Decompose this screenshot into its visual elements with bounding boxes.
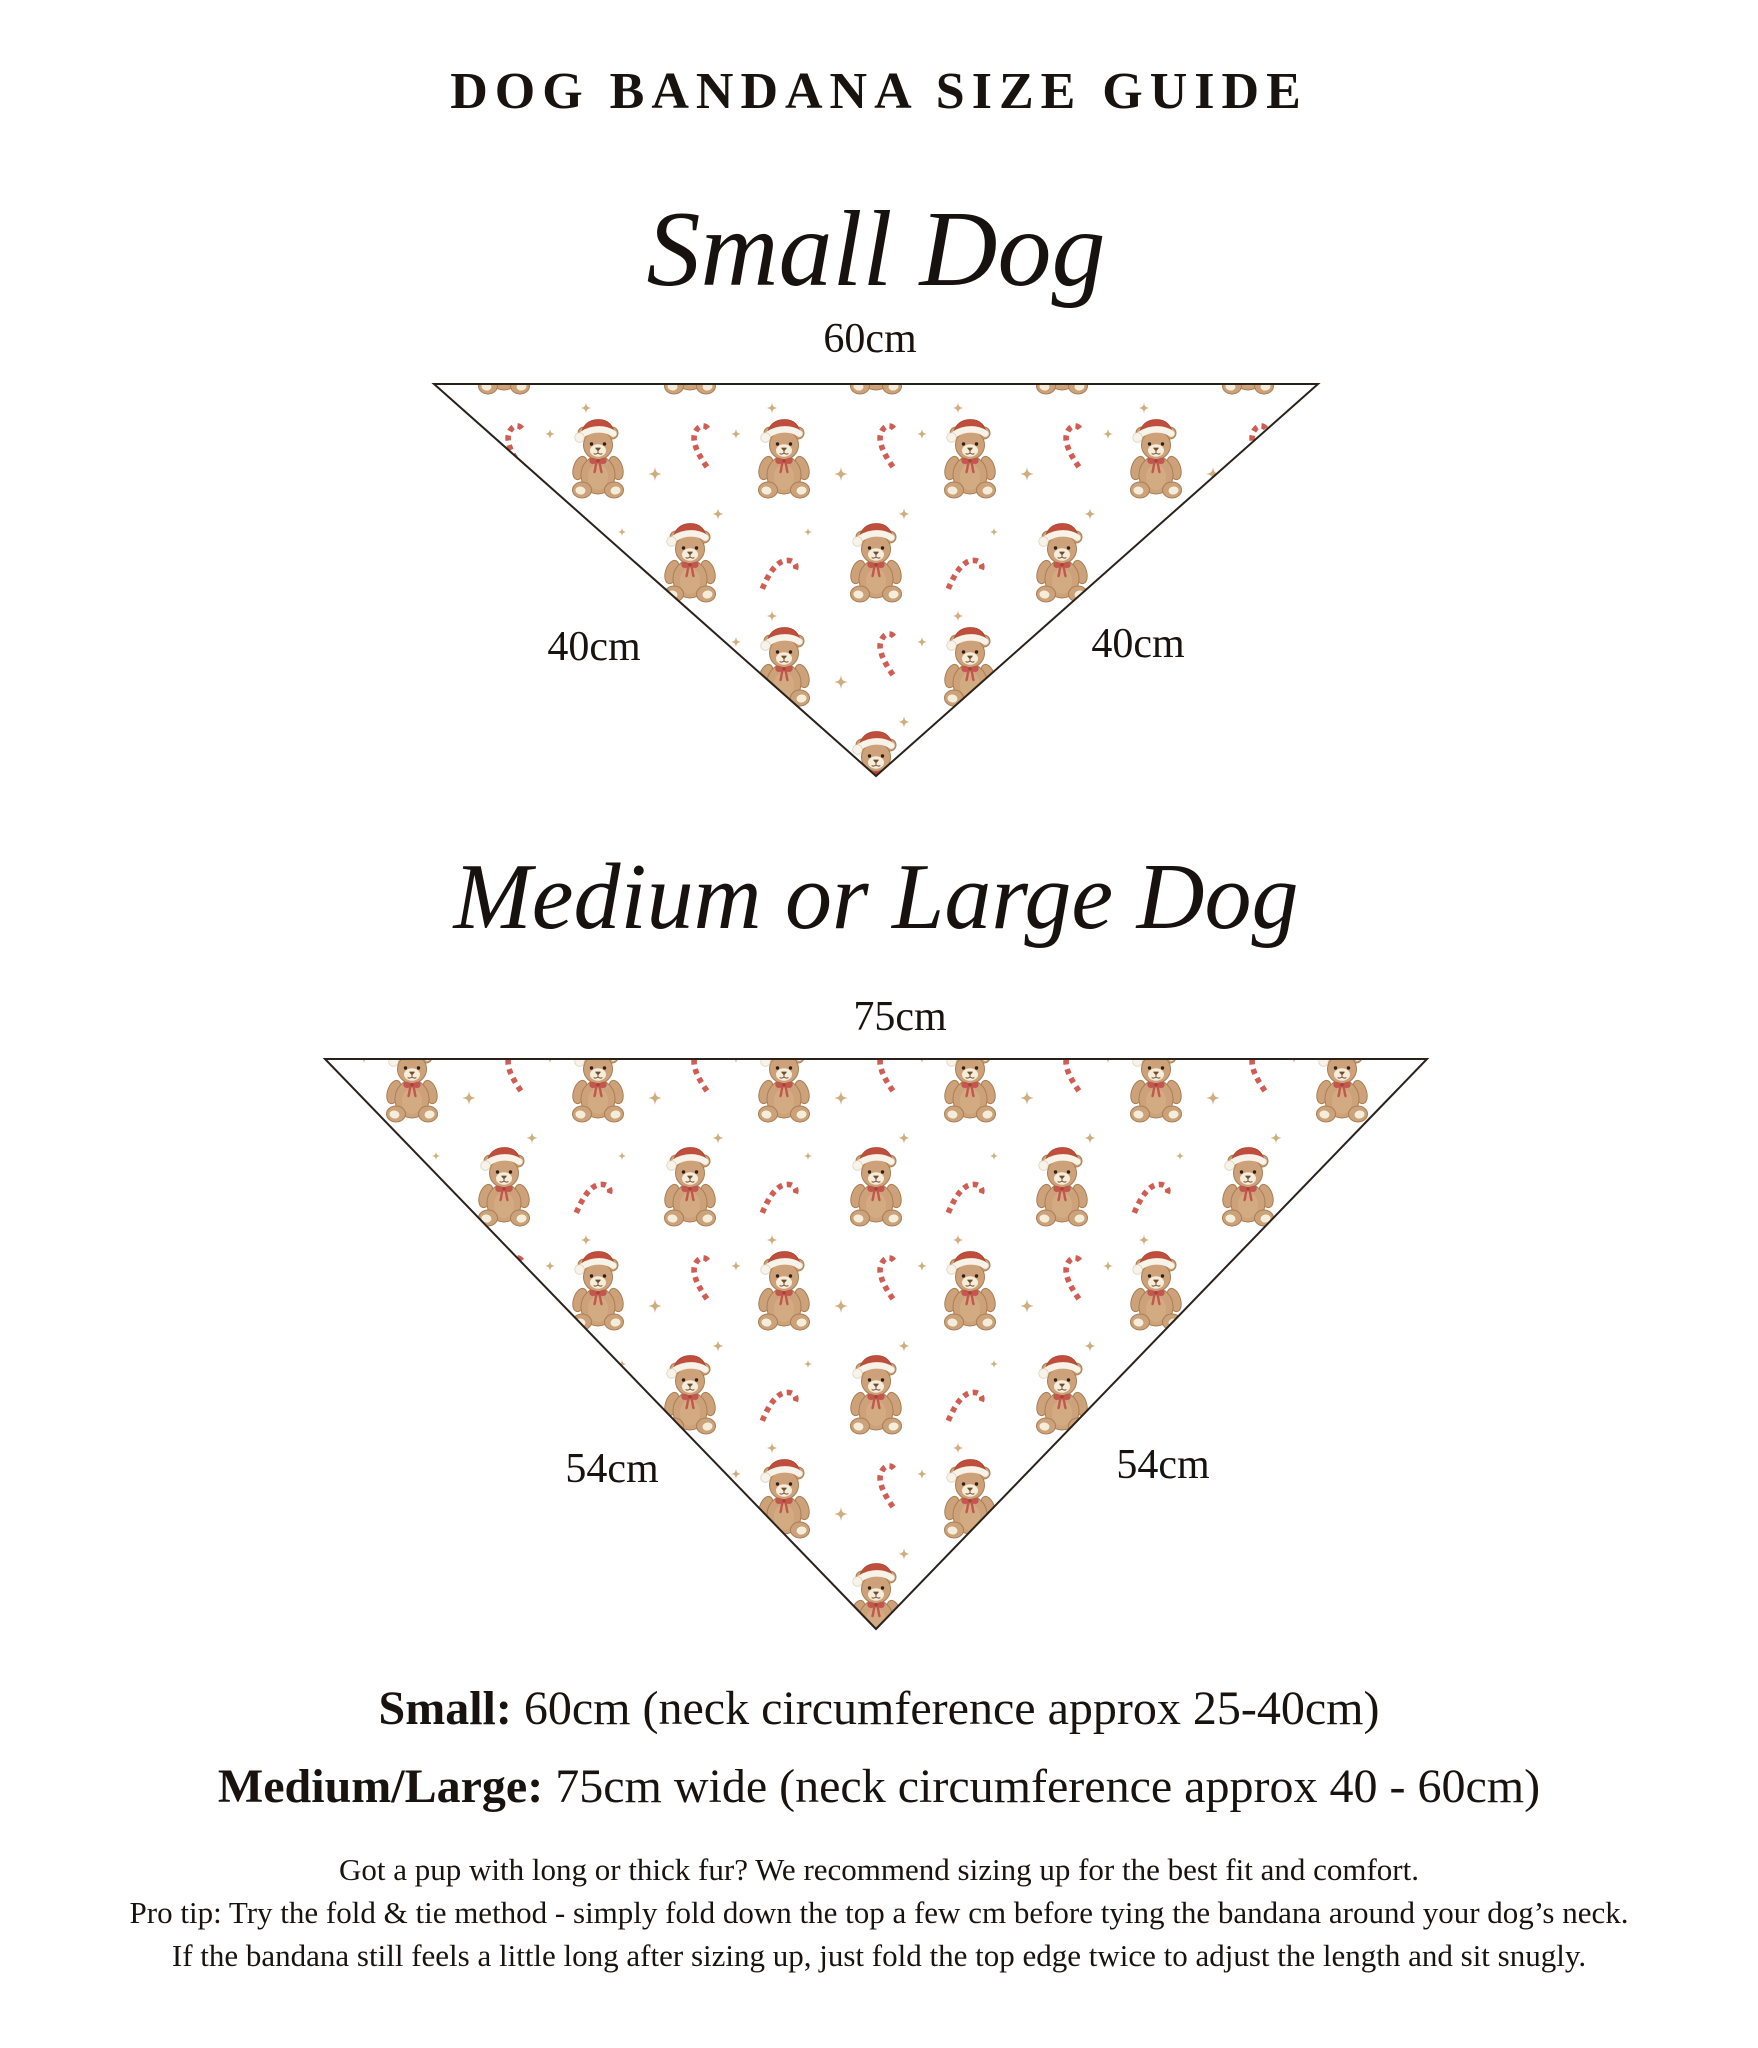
note-line-1: Got a pup with long or thick fur? We recommend sizing up for the best fit and comfort.: [339, 1852, 1419, 1887]
medium-large-dog-heading: Medium or Large Dog: [453, 845, 1299, 949]
size-summary-small: [379, 1682, 1380, 1735]
large-left-dimension-label: 54cm: [565, 1446, 659, 1492]
size-summary-medium-large-label: Medium/Large:: [217, 1760, 544, 1813]
small-top-dimension-label: 60cm: [823, 316, 917, 362]
note-line-2: Pro tip: Try the fold & tie method - simply fold down the top a few cm before tying the bandana around your dog’s neck.: [129, 1895, 1629, 1930]
large-bandana-graphic: [325, 1059, 1427, 1629]
size-summary-medium-large: [218, 1760, 1540, 1813]
size-summary-small-value: 60cm (neck circumference approx 25-40cm): [523, 1682, 1380, 1735]
large-top-dimension-label: 75cm: [853, 994, 947, 1040]
size-summary-medium-large-value: 75cm wide (neck circumference approx 40 - 60cm): [555, 1760, 1541, 1813]
large-right-dimension-label: 54cm: [1116, 1442, 1210, 1488]
small-right-dimension-label: 40cm: [1091, 621, 1185, 667]
note-line-3: If the bandana still feels a little long after sizing up, just fold the top edge twice to adjust the length and sit snugly.: [171, 1938, 1587, 1973]
small-left-dimension-label: 40cm: [547, 624, 641, 670]
size-summary-small-label: Small:: [378, 1682, 512, 1735]
small-dog-heading: Small Dog: [646, 190, 1106, 309]
page-title: DOG BANDANA SIZE GUIDE: [450, 63, 1308, 120]
small-bandana-graphic: [434, 384, 1318, 776]
